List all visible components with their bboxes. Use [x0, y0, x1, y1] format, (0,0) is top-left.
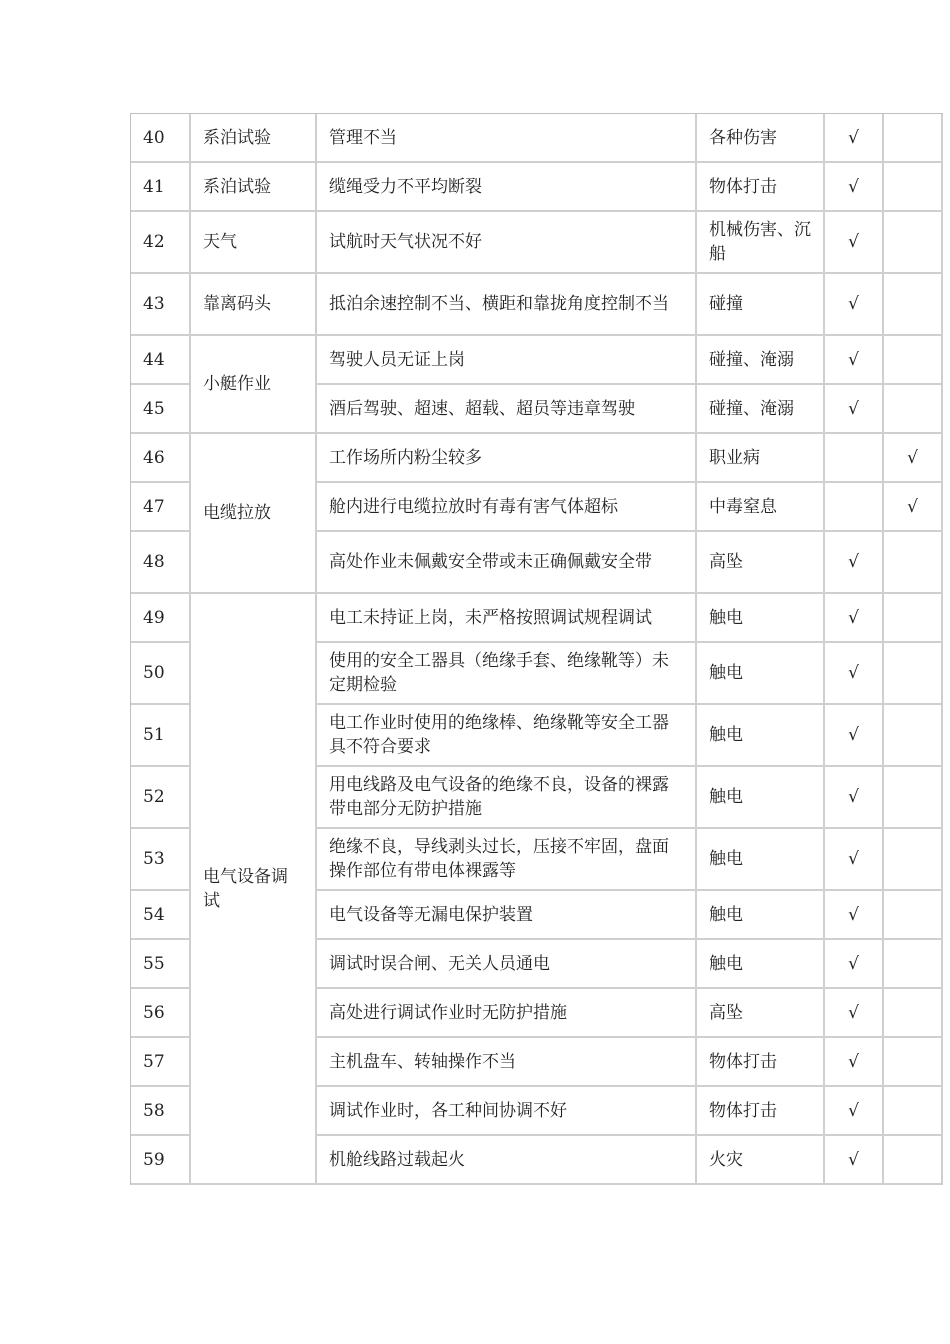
accident-type: 物体打击 — [697, 1087, 825, 1136]
check-mark-col1: √ — [825, 1087, 884, 1136]
accident-type: 触电 — [697, 940, 825, 989]
check-mark-col2 — [884, 212, 943, 274]
hazard-description: 试航时天气状况不好 — [317, 212, 697, 274]
check-mark-col1 — [825, 434, 884, 483]
accident-type: 物体打击 — [697, 163, 825, 212]
table-row — [131, 114, 943, 163]
row-number: 55 — [131, 940, 191, 989]
table-row — [131, 212, 943, 274]
check-mark-col1: √ — [825, 643, 884, 705]
row-number: 50 — [131, 643, 191, 705]
check-mark-col2 — [884, 385, 943, 434]
table-row — [131, 594, 943, 643]
check-mark-col1: √ — [825, 1136, 884, 1185]
check-mark-col1 — [825, 483, 884, 532]
check-mark-col1: √ — [825, 212, 884, 274]
accident-type: 碰撞、淹溺 — [697, 336, 825, 385]
work-item: 系泊试验 — [191, 163, 317, 212]
accident-type: 触电 — [697, 643, 825, 705]
check-mark-col2 — [884, 274, 943, 336]
hazard-description: 绝缘不良，导线剥头过长，压接不牢固，盘面操作部位有带电体裸露等 — [317, 829, 697, 891]
hazard-description: 缆绳受力不平均断裂 — [317, 163, 697, 212]
row-number: 59 — [131, 1136, 191, 1185]
check-mark-col2 — [884, 163, 943, 212]
check-mark-col2 — [884, 891, 943, 940]
row-number: 58 — [131, 1087, 191, 1136]
hazard-description: 驾驶人员无证上岗 — [317, 336, 697, 385]
row-number: 57 — [131, 1038, 191, 1087]
hazard-description: 酒后驾驶、超速、超载、超员等违章驾驶 — [317, 385, 697, 434]
accident-type: 触电 — [697, 767, 825, 829]
work-item: 电气设备调试 — [191, 594, 317, 1185]
check-mark-col2: √ — [884, 483, 943, 532]
check-mark-col1: √ — [825, 829, 884, 891]
check-mark-col1: √ — [825, 274, 884, 336]
hazard-description: 电工作业时使用的绝缘棒、绝缘靴等安全工器具不符合要求 — [317, 705, 697, 767]
table-row — [131, 274, 943, 336]
check-mark-col2 — [884, 1087, 943, 1136]
hazard-table — [130, 113, 943, 1185]
check-mark-col2 — [884, 940, 943, 989]
row-number: 42 — [131, 212, 191, 274]
row-number: 46 — [131, 434, 191, 483]
check-mark-col1: √ — [825, 163, 884, 212]
hazard-description: 舱内进行电缆拉放时有毒有害气体超标 — [317, 483, 697, 532]
row-number: 43 — [131, 274, 191, 336]
check-mark-col1: √ — [825, 891, 884, 940]
accident-type: 触电 — [697, 705, 825, 767]
work-item: 天气 — [191, 212, 317, 274]
hazard-description: 机舱线路过载起火 — [317, 1136, 697, 1185]
check-mark-col1: √ — [825, 594, 884, 643]
row-number: 54 — [131, 891, 191, 940]
check-mark-col1: √ — [825, 532, 884, 594]
check-mark-col2 — [884, 643, 943, 705]
check-mark-col2 — [884, 829, 943, 891]
check-mark-col1: √ — [825, 989, 884, 1038]
hazard-description: 高处进行调试作业时无防护措施 — [317, 989, 697, 1038]
accident-type: 高坠 — [697, 532, 825, 594]
hazard-description: 工作场所内粉尘较多 — [317, 434, 697, 483]
row-number: 51 — [131, 705, 191, 767]
check-mark-col2 — [884, 532, 943, 594]
accident-type: 职业病 — [697, 434, 825, 483]
check-mark-col2 — [884, 705, 943, 767]
check-mark-col1: √ — [825, 336, 884, 385]
accident-type: 机械伤害、沉船 — [697, 212, 825, 274]
work-item: 系泊试验 — [191, 114, 317, 163]
check-mark-col2 — [884, 114, 943, 163]
hazard-description: 电工未持证上岗，未严格按照调试规程调试 — [317, 594, 697, 643]
check-mark-col1: √ — [825, 114, 884, 163]
row-number: 40 — [131, 114, 191, 163]
table-row — [131, 434, 943, 483]
hazard-description: 使用的安全工器具（绝缘手套、绝缘靴等）未定期检验 — [317, 643, 697, 705]
check-mark-col1: √ — [825, 1038, 884, 1087]
check-mark-col2 — [884, 1136, 943, 1185]
table-row — [131, 163, 943, 212]
accident-type: 物体打击 — [697, 1038, 825, 1087]
accident-type: 碰撞 — [697, 274, 825, 336]
hazard-description: 调试作业时，各工种间协调不好 — [317, 1087, 697, 1136]
accident-type: 各种伤害 — [697, 114, 825, 163]
work-item: 小艇作业 — [191, 336, 317, 434]
check-mark-col2: √ — [884, 434, 943, 483]
row-number: 53 — [131, 829, 191, 891]
accident-type: 触电 — [697, 829, 825, 891]
hazard-description: 高处作业未佩戴安全带或未正确佩戴安全带 — [317, 532, 697, 594]
check-mark-col1: √ — [825, 705, 884, 767]
hazard-description: 用电线路及电气设备的绝缘不良，设备的裸露带电部分无防护措施 — [317, 767, 697, 829]
accident-type: 中毒窒息 — [697, 483, 825, 532]
check-mark-col2 — [884, 989, 943, 1038]
work-item: 靠离码头 — [191, 274, 317, 336]
hazard-description: 管理不当 — [317, 114, 697, 163]
row-number: 41 — [131, 163, 191, 212]
accident-type: 火灾 — [697, 1136, 825, 1185]
check-mark-col2 — [884, 336, 943, 385]
check-mark-col1: √ — [825, 385, 884, 434]
hazard-description: 抵泊余速控制不当、横距和靠拢角度控制不当 — [317, 274, 697, 336]
row-number: 45 — [131, 385, 191, 434]
row-number: 52 — [131, 767, 191, 829]
check-mark-col2 — [884, 767, 943, 829]
check-mark-col1: √ — [825, 767, 884, 829]
accident-type: 碰撞、淹溺 — [697, 385, 825, 434]
hazard-description: 主机盘车、转轴操作不当 — [317, 1038, 697, 1087]
row-number: 56 — [131, 989, 191, 1038]
table-row — [131, 336, 943, 385]
row-number: 49 — [131, 594, 191, 643]
hazard-description: 调试时误合闸、无关人员通电 — [317, 940, 697, 989]
row-number: 47 — [131, 483, 191, 532]
accident-type: 触电 — [697, 891, 825, 940]
work-item: 电缆拉放 — [191, 434, 317, 594]
accident-type: 高坠 — [697, 989, 825, 1038]
hazard-description: 电气设备等无漏电保护装置 — [317, 891, 697, 940]
row-number: 44 — [131, 336, 191, 385]
accident-type: 触电 — [697, 594, 825, 643]
row-number: 48 — [131, 532, 191, 594]
check-mark-col1: √ — [825, 940, 884, 989]
check-mark-col2 — [884, 1038, 943, 1087]
check-mark-col2 — [884, 594, 943, 643]
